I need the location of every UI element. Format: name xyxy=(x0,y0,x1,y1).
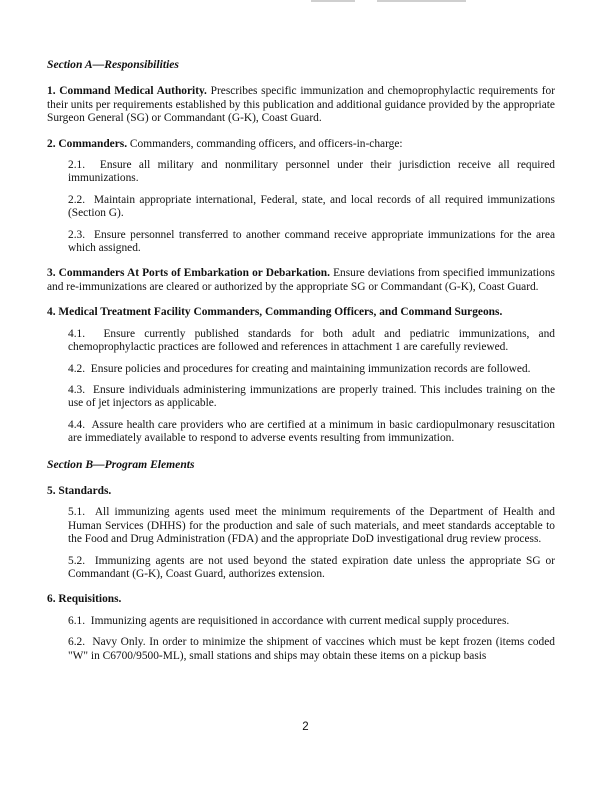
scan-mark xyxy=(311,0,347,2)
subitem-text: Ensure individuals administering immunizations are properly trained. This includes training on the use of jet injectors as applicable. xyxy=(68,383,556,410)
item-text: Commanders, commanding officers, and officers-in-charge: xyxy=(129,137,403,150)
subitem-number: 4.1. xyxy=(68,327,86,340)
item-title: Command Medical Authority. xyxy=(59,85,207,98)
subitem-6-2 xyxy=(68,636,555,663)
subitem-text: Maintain appropriate international, Federal, state, and local records of all required immunizations (Section G). xyxy=(68,193,555,220)
subitem-text: Ensure all military and nonmilitary personnel under their jurisdiction receive all required immunizations. xyxy=(68,159,555,185)
scan-mark xyxy=(377,0,466,2)
subitem-text: Immunizing agents are not used beyond the stated expiration date unless the appropriate SG or Commandant (G-K), Coast Guard, authorizes extension. xyxy=(68,554,555,580)
scan-artifacts xyxy=(0,0,611,4)
subitem-2-2 xyxy=(68,194,555,221)
scan-mark xyxy=(347,0,355,2)
item-5 xyxy=(47,485,555,581)
page-number: 2 xyxy=(302,721,309,733)
item-heading xyxy=(47,138,555,151)
item-number: 2. xyxy=(47,137,56,150)
subitem-4-2 xyxy=(68,363,555,376)
document-page xyxy=(47,58,555,675)
item-title: Standards. xyxy=(58,484,112,497)
item-1 xyxy=(47,85,555,125)
subitem-2-3 xyxy=(68,229,555,256)
subitem-5-1 xyxy=(68,506,555,546)
item-number: 4. xyxy=(47,306,56,319)
item-heading xyxy=(47,485,555,498)
item-heading xyxy=(47,306,555,319)
subitem-6-1 xyxy=(68,615,555,628)
subitem-number: 5.2. xyxy=(68,554,86,567)
subitem-number: 6.2. xyxy=(68,636,86,649)
subitem-number: 4.4. xyxy=(68,418,86,431)
subitem-4-1 xyxy=(68,328,555,355)
subitem-number: 2.2. xyxy=(68,193,86,206)
item-4 xyxy=(47,306,555,445)
item-text: Ensure deviations from specified immunizations and re-immunizations are cleared or authorized by the appropriate SG or Commandant (G-K), Coast Guard. xyxy=(47,267,555,293)
subitem-text: Navy Only. In order to minimize the shipment of vaccines which must be kept frozen (items coded "W" in C6700/9500-ML), small stations and ships may obtain these items on a pickup basis xyxy=(68,636,555,662)
item-number: 5. xyxy=(47,484,56,497)
item-6 xyxy=(47,593,555,663)
section-b-heading: Section B—Program Elements xyxy=(47,457,195,471)
item-number: 1. xyxy=(47,85,56,98)
subitem-text: Ensure personnel transferred to another command receive appropriate immunizations for the area which assigned. xyxy=(68,228,555,255)
subitem-number: 5.1. xyxy=(68,506,86,519)
subitem-number: 6.1. xyxy=(68,614,86,627)
subitem-number: 4.2. xyxy=(68,362,86,375)
item-3 xyxy=(47,267,555,294)
subitem-text: Ensure currently published standards for both adult and pediatric immunizations, and chemoprophylactic practices are followed and references in attachment 1 are carefully reviewed. xyxy=(68,327,555,354)
subitem-4-3 xyxy=(68,384,555,411)
subitem-text: All immunizing agents used meet the minimum requirements of the Department of Health and Human Services (DHHS) for the production and sale of such materials, and meet standards acceptable to the Food and Drug Administration (FDA) and the appropriate DoD investigational drug review process. xyxy=(68,506,555,546)
item-number: 6. xyxy=(47,593,56,606)
subitem-5-2 xyxy=(68,555,555,582)
item-title: Commanders At Ports of Embarkation or Debarkation. xyxy=(58,267,330,280)
item-2 xyxy=(47,138,555,256)
item-heading xyxy=(47,593,555,606)
subitem-4-4 xyxy=(68,419,555,446)
item-title: Medical Treatment Facility Commanders, Commanding Officers, and Command Surgeons. xyxy=(58,306,503,319)
subitem-number: 2.1. xyxy=(68,159,86,172)
item-number: 3. xyxy=(47,267,56,280)
subitem-text: Ensure policies and procedures for creating and maintaining immunization records are followed. xyxy=(90,362,531,375)
item-text: Prescribes specific immunization and chemoprophylactic requirements for their units per requirements established by this publication and additional guidance provided by the appropriate Surgeon General (SG) or Commandant (G-K), Coast Guard. xyxy=(47,85,555,125)
subitem-text: Assure health care providers who are certified at a minimum in basic cardiopulmonary resuscitation are immediately available to respond to adverse events resulting from immunization. xyxy=(68,418,555,445)
section-a-heading: Section A—Responsibilities xyxy=(47,58,179,71)
item-title: Requisitions. xyxy=(58,593,122,606)
item-title: Commanders. xyxy=(58,137,128,150)
subitem-number: 4.3. xyxy=(68,383,86,396)
subitem-text: Immunizing agents are requisitioned in accordance with current medical supply procedures. xyxy=(90,614,510,627)
subitem-2-1 xyxy=(68,159,555,186)
subitem-number: 2.3. xyxy=(68,228,86,241)
